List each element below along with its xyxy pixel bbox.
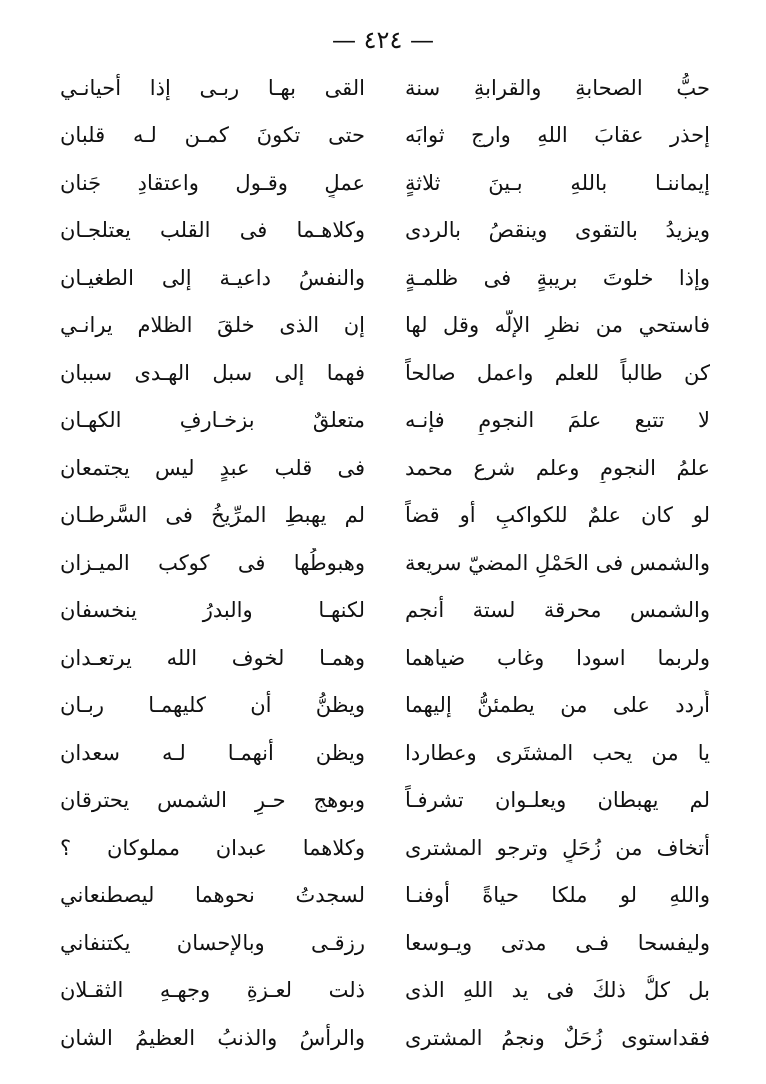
verse-line <box>60 207 710 255</box>
verse-line <box>60 587 710 635</box>
verse-second-hemistich: لسجدتُ نحوهما ليصطنعاني <box>60 883 365 908</box>
verse-line <box>60 112 710 160</box>
verse-second-hemistich: وكلاهما عبدان مملوكان ؟ <box>60 835 365 860</box>
verse-first-hemistich: فاستحي من نظرِ الإلّه وقل لها <box>405 313 710 338</box>
verse-line <box>60 682 710 730</box>
verse-second-hemistich: متعلقٌ بزخـارفِ الكهـان <box>60 408 365 433</box>
verse-second-hemistich: فهما إلى سبل الهـدى سببان <box>60 360 365 385</box>
verse-first-hemistich: بل كلُّ ذلكَ فى يد اللهِ الذى <box>405 978 710 1003</box>
verse-first-hemistich: لم يهبطان ويعلـوان تشرفـاً <box>405 788 710 813</box>
verse-first-hemistich: يا من يحب المشتَرى وعطاردا <box>405 740 710 765</box>
verse-line <box>60 634 710 682</box>
verse-first-hemistich: لو كان علمٌ للكواكبِ أو قضاً <box>405 503 710 528</box>
verse-first-hemistich: أَردد على من يطمئنُّ إليهما <box>405 693 710 718</box>
verse-line <box>60 729 710 777</box>
verse-first-hemistich: وليفسحا فـى مدتى ويـوسعا <box>405 930 710 955</box>
verse-first-hemistich: وإذا خلوتَ بريبةٍ فى ظلمـةٍ <box>405 265 710 290</box>
verse-second-hemistich: وهمـا لخوف الله يرتعـدان <box>60 645 365 670</box>
verse-first-hemistich: والشمس فى الحَمْلِ المضيّ سريعة <box>405 550 710 575</box>
verse-first-hemistich: واللهِ لو ملكا حياةً أوفنـا <box>405 883 710 908</box>
verse-line <box>60 872 710 920</box>
verse-line <box>60 397 710 445</box>
verse-first-hemistich: إيماننـا باللهِ بـينَ ثلاثةٍ <box>405 170 710 195</box>
verse-first-hemistich: حبُّ الصحابةِ والقرابةِ سنة <box>405 75 710 100</box>
verse-second-hemistich: ويظن أنهمـا لـه سعدان <box>60 740 365 765</box>
verse-line <box>60 64 710 112</box>
verse-line <box>60 159 710 207</box>
verse-second-hemistich: رزقـى وبالإحسان يكتنفاني <box>60 930 365 955</box>
verse-second-hemistich: ويظنُّ أن كليهمـا ربـان <box>60 693 365 718</box>
verse-second-hemistich: وبوهج حـرِ الشمس يحترقان <box>60 788 365 813</box>
verse-first-hemistich: ولربما اسودا وغاب ضياهما <box>405 645 710 670</box>
verse-first-hemistich: علمُ النجومِ وعلم شرع محمد <box>405 455 710 480</box>
verse-second-hemistich: لكنهـا والبدرُ ينخسفان <box>60 598 365 623</box>
verse-first-hemistich: أتخاف من زُحَلٍ وترجو المشترى <box>405 835 710 860</box>
verse-line <box>60 444 710 492</box>
poem <box>60 64 710 1062</box>
verse-first-hemistich: إحذر عقابَ اللهِ وارج ثوابَه <box>405 123 710 148</box>
verse-line <box>60 824 710 872</box>
verse-line <box>60 492 710 540</box>
verse-second-hemistich: لم يهبطِ المرِّيخُ فى السَّرطـان <box>60 503 365 528</box>
verse-second-hemistich: عملٍ وقـول واعتقادِ جَنان <box>60 170 365 195</box>
verse-line <box>60 349 710 397</box>
verse-first-hemistich: ويزيدُ بالتقوى وينقصُ بالردى <box>405 218 710 243</box>
verse-first-hemistich: لا تتبع علمَ النجومِ فإنـه <box>405 408 710 433</box>
verse-line <box>60 967 710 1015</box>
verse-second-hemistich: إن الذى خلقَ الظلام يرانـي <box>60 313 365 338</box>
verse-second-hemistich: ذلت لعـزةِ وجهـهِ الثقـلان <box>60 978 365 1003</box>
verse-line <box>60 539 710 587</box>
verse-line <box>60 919 710 967</box>
page-number: — ٤٢٤ — <box>332 26 434 54</box>
verse-second-hemistich: وكلاهـما فى القلب يعتلجـان <box>60 218 365 243</box>
verse-line <box>60 302 710 350</box>
verse-first-hemistich: كن طالباً للعلم واعمل صالحاً <box>405 360 710 385</box>
verse-line <box>60 254 710 302</box>
verse-second-hemistich: القى بهـا ربـى إذا أحيانـي <box>60 75 365 100</box>
verse-second-hemistich: وهبوطُها فى كوكب الميـزان <box>60 550 365 575</box>
verse-line <box>60 1014 710 1062</box>
verse-line <box>60 777 710 825</box>
verse-second-hemistich: فى قلب عبدٍ ليس يجتمعان <box>60 455 365 480</box>
verse-first-hemistich: والشمس محرقة لستة أنجم <box>405 598 710 623</box>
verse-second-hemistich: والرأسُ والذنبُ العظيمُ الشان <box>60 1025 365 1050</box>
verse-second-hemistich: حتى تكونَ كمـن لـه قلبان <box>60 123 365 148</box>
verse-first-hemistich: فقداستوى زُحَلٌ ونجمُ المشترى <box>405 1025 710 1050</box>
verse-second-hemistich: والنفسُ داعيـة إلى الطغيـان <box>60 265 365 290</box>
